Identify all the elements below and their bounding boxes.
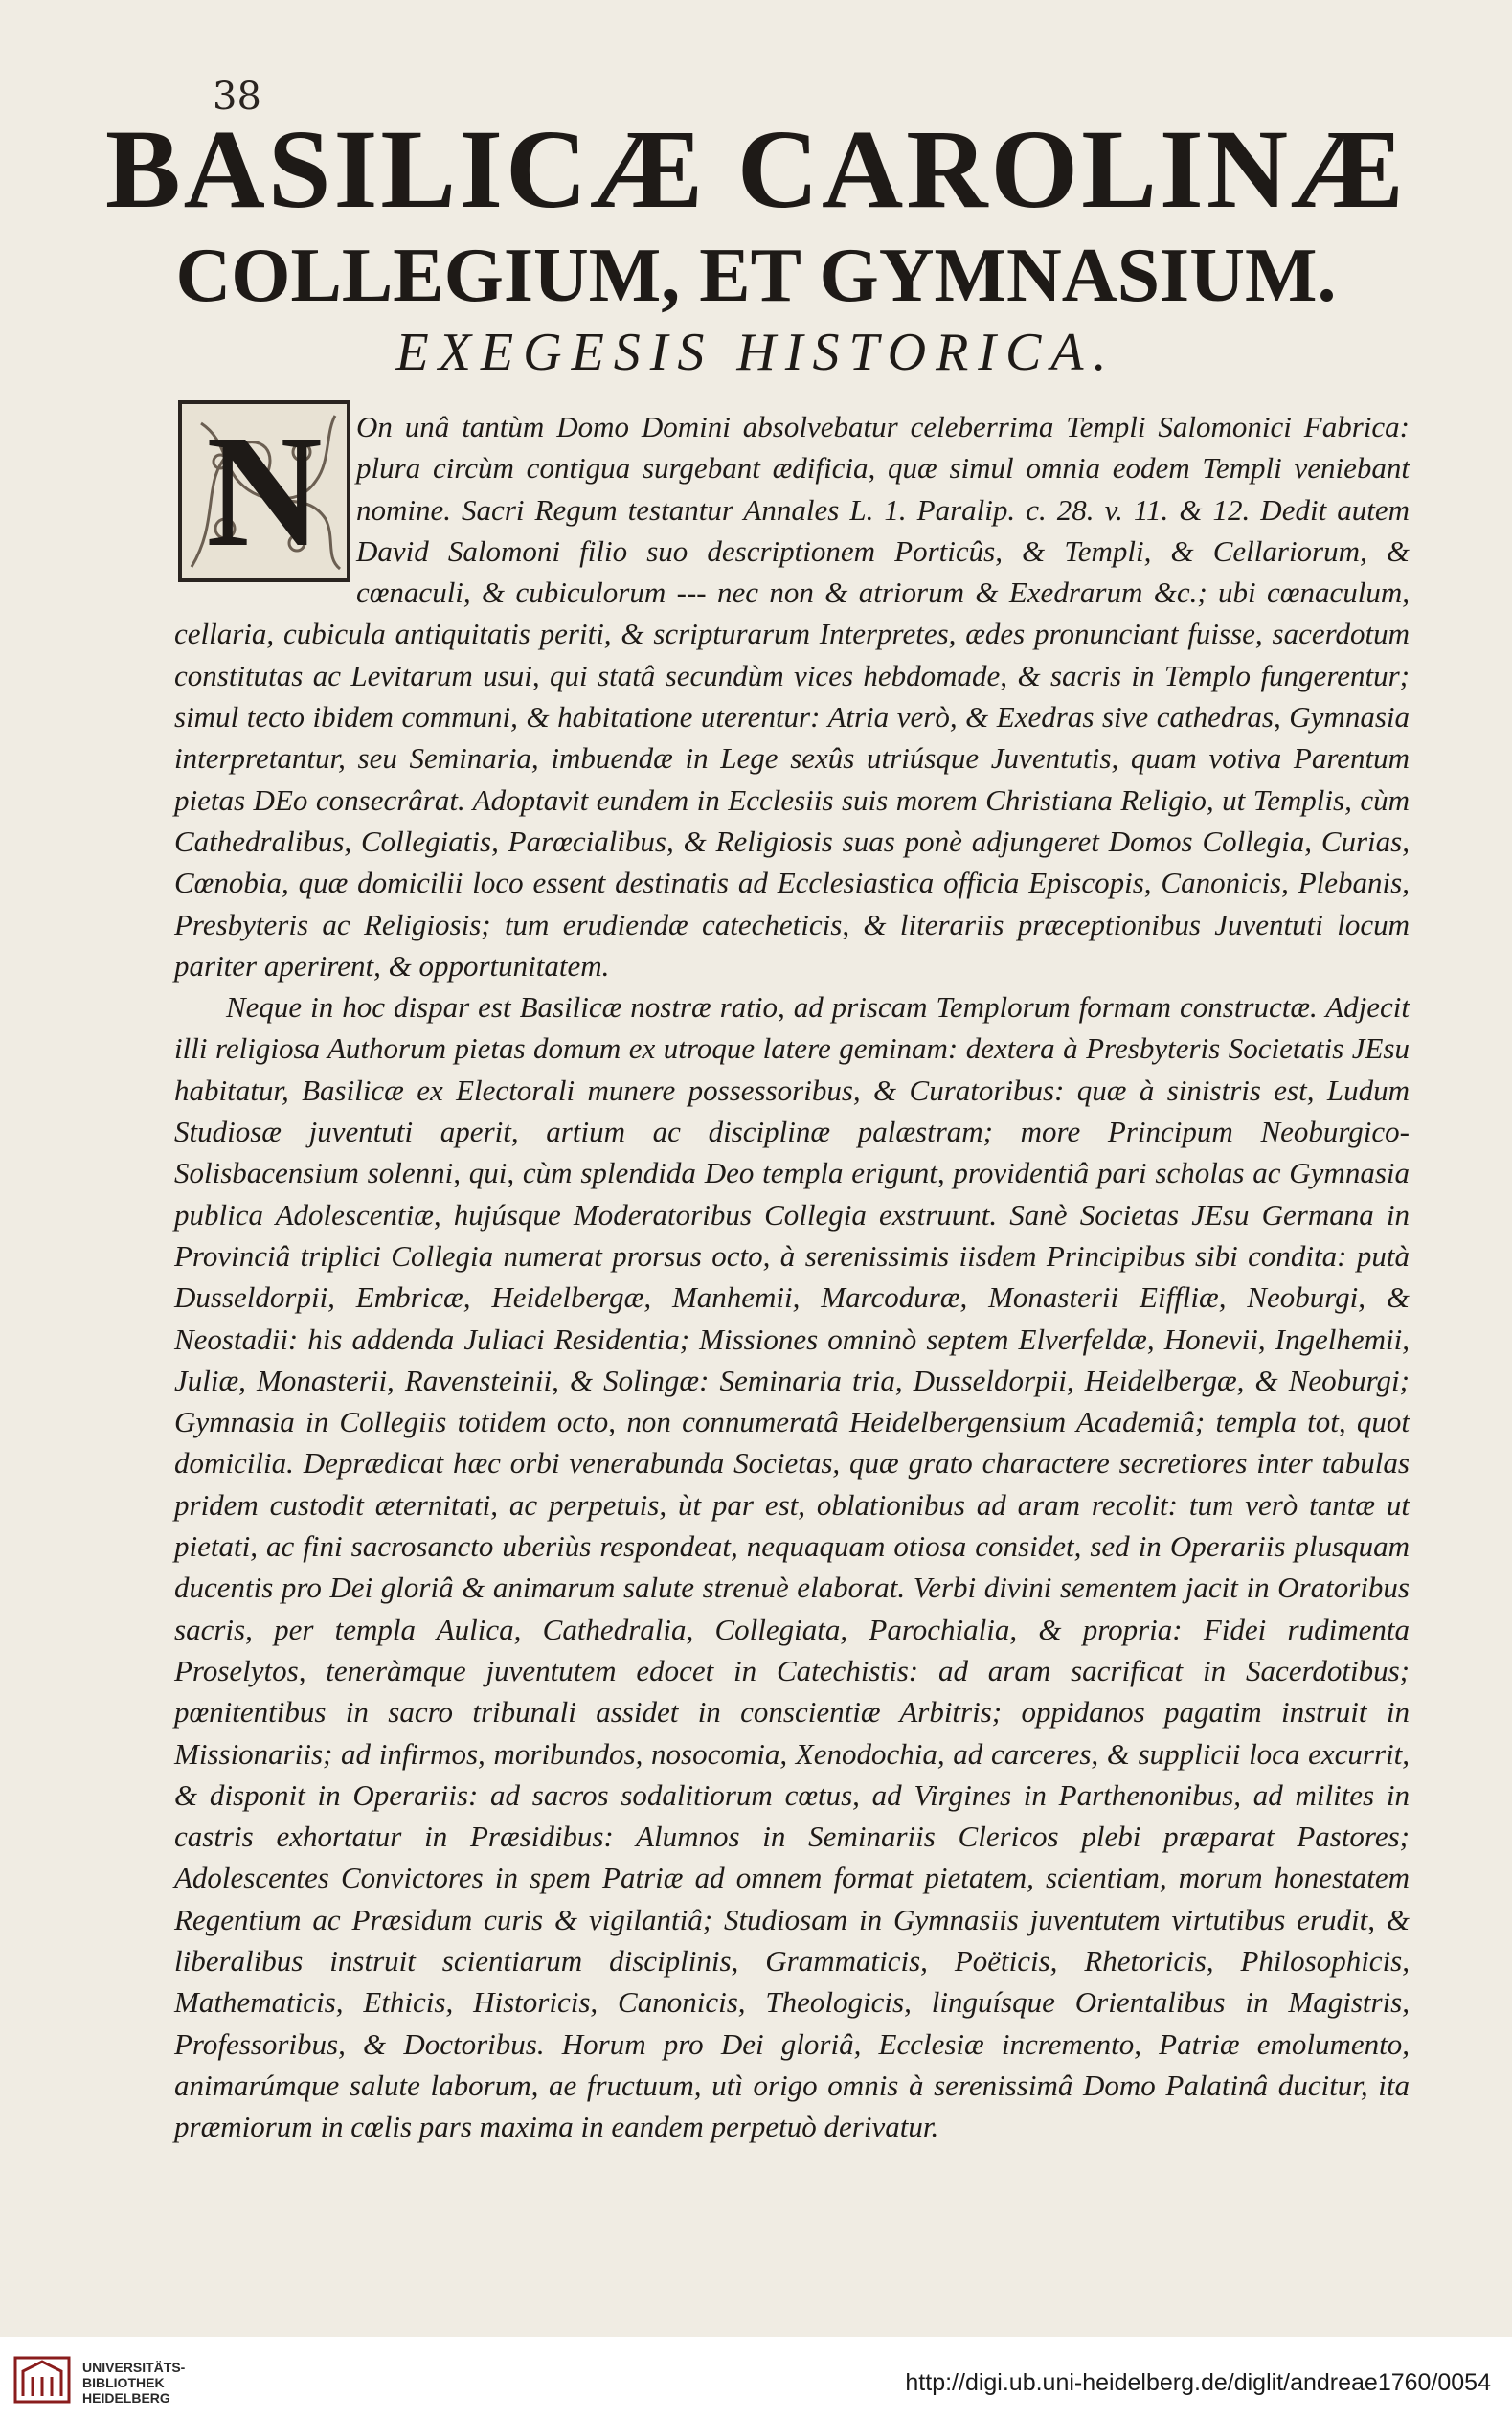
library-name-line-3: HEIDELBERG bbox=[82, 2390, 170, 2406]
library-name bbox=[82, 2360, 185, 2406]
body-text bbox=[174, 402, 1410, 2147]
paragraph-1: On unâ tantùm Domo Domini absolvebatur celeberrima Templi Salomonici Fabrica: plura circùm contigua surgebant ædificia, quæ simul omnia eodem Templi veniebant nomine. Sacri Regum testantur Annales L. 1. Paralip. c. 28. v. 11. & 12. Dedit autem David Salomoni filio suo descriptionem Porticûs, & Templi, & Cellariorum, & cœnaculi, & cubiculorum --- nec non & atriorum & Exedrarum &c.; ubi cœnaculum, cellaria, cubicula antiquitatis periti, & scripturarum Interpretes, ædes pronunciant fuisse, sacerdotum constitutas ac Levitarum usui, qui statâ secundùm vices hebdomade, & sacris in Templo fungerentur; simul tecto ibidem communi, & habitatione uterentur: Atria verò, & Exedras sive cathedras, Gymnasia interpretantur, seu Seminaria, imbuendæ in Lege sexûs utriúsque Juventutis, quam votiva Parentum pietas DEo consecrârat. Adoptavit eundem in Ecclesiis suis morem Christiana Religio, ut Templis, cùm Cathedralibus, Collegiatis, Parœcialibus, & Religiosis suas ponè adjungeret Domos Collegia, Curias, Cœnobia, quæ domicilii loco essent destinatis ad Ecclesiastica officia Episcopis, Canonicis, Plebanis, Presbyteris ac Religiosis; tum erudiendæ catecheticis, & literariis præceptionibus Juventuti locum pariter aperirent, & opportunitatem. bbox=[174, 410, 1410, 983]
library-name-line-1: UNIVERSITÄTS- bbox=[82, 2360, 186, 2375]
initial-spacer bbox=[174, 402, 356, 594]
source-url-link[interactable]: http://digi.ub.uni-heidelberg.de/diglit/andreae1760/0054 bbox=[905, 2369, 1491, 2396]
subtitle-exegesis-historica: EXEGESIS HISTORICA. bbox=[395, 323, 1117, 382]
initial-letter: N bbox=[206, 402, 323, 580]
page-number: 38 bbox=[213, 75, 261, 119]
title-basilicae-carolinae: BASILICÆ CAROLINÆ bbox=[104, 106, 1408, 232]
paragraph-2: Neque in hoc dispar est Basilicæ nostræ ratio, ad priscam Templorum formam constructæ. Adjecit illi religiosa Authorum pietas domum ex utroque latere geminam: dextera à Presbyteris Societatis JEsu habitatur, Basilicæ ex Electorali munere possessoribus, & Curatoribus: quæ à sinistris est, Ludum Studiosæ juventuti aperit, artium ac disciplinæ palæstram; more Principum Neoburgico-Solisbacensium solenni, qui, cùm splendida Deo templa erigunt, providentiâ pari scholas ac Gymnasia publica Adolescentiæ, hujúsque Moderatoribus Collegia exstruunt. Sanè Societas JEsu Germana in Provinciâ triplici Collegia numerat prorsus octo, à serenissimis iisdem Principibus sibi condita: putà Dusseldorpii, Embricæ, Heidelbergæ, Manhemii, Marcoduræ, Monasterii Eiffliæ, Neoburgi, & Neostadii: his addenda Juliaci Residentia; Missiones omninò septem Elverfeldæ, Honevii, Ingelhemii, Juliæ, Monasterii, Ravensteinii, & Solingæ: Seminaria tria, Dusseldorpii, Heidelbergæ, & Neoburgi; Gymnasia in Collegiis totidem octo, non connumeratâ Heidelbergensium Academiâ; templa tot, quot domicilia. Deprædicat hæc orbi venerabunda Societas, quæ grato charactere secretiores inter tabulas pridem custodit æternitati, ac perpetuis, ùt par est, oblationibus ad aram recolit: tum verò tantæ ut pietati, ac fini sacrosancto uberiùs respondeat, nequaquam otiosa considet, sed in Operariis plusquam ducentis pro Dei gloriâ & animarum salute strenuè elaborat. Verbi divini sementem jacit in Oratoribus sacris, per templa Aulica, Cathedralia, Collegiata, Parochialia, & propria: Fidei rudimenta Proselytos, teneràmque juventutem edocet in Catechistis: ad aram sacrificat in Sacerdotibus; pœnitentibus in sacro tribunali assidet in conscientiæ Arbitris; oppidanos pagatim instruit in Missionariis; ad infirmos, moribundos, nosocomia, Xenodochia, ad carceres, & supplicii loca excurrit, & disponit in Operariis: ad sacros sodalitiorum cœtus, ad Virgines in Parthenonibus, ad milites in castris exhortatur in Præsidibus: Alumnos in Seminariis Clericos plebi præparat Pastores; Adolescentes Convictores in spem Patriæ ad omnem format pietatem, scientiam, morum honestatem Regentium ac Præsidum curis & vigilantiâ; Studiosam in Gymnasiis juventutem virtutibus erudit, & liberalibus instruit scientiarum disciplinis, Grammaticis, Poëticis, Rhetoricis, Philosophicis, Mathematicis, Ethicis, Historicis, Canonicis, Theologicis, linguísque Orientalibus in Magistris, Professoribus, & Doctoribus. Horum pro Dei gloriâ, Ecclesiæ incremento, Patriæ emolumento, animarúmque salute laborum, ae fructuum, utì origo omnis à serenissimâ Domo Palatinâ ducitur, ita præmiorum in cœlis pars maxima in eandem perpetuò derivatur. bbox=[174, 990, 1410, 2144]
library-name-line-2: BIBLIOTHEK bbox=[82, 2375, 165, 2390]
university-library-logo-icon[interactable] bbox=[13, 2354, 71, 2406]
viewer-footer bbox=[0, 2337, 1512, 2420]
title-collegium-gymnasium: COLLEGIUM, ET GYMNASIUM. bbox=[175, 234, 1337, 318]
